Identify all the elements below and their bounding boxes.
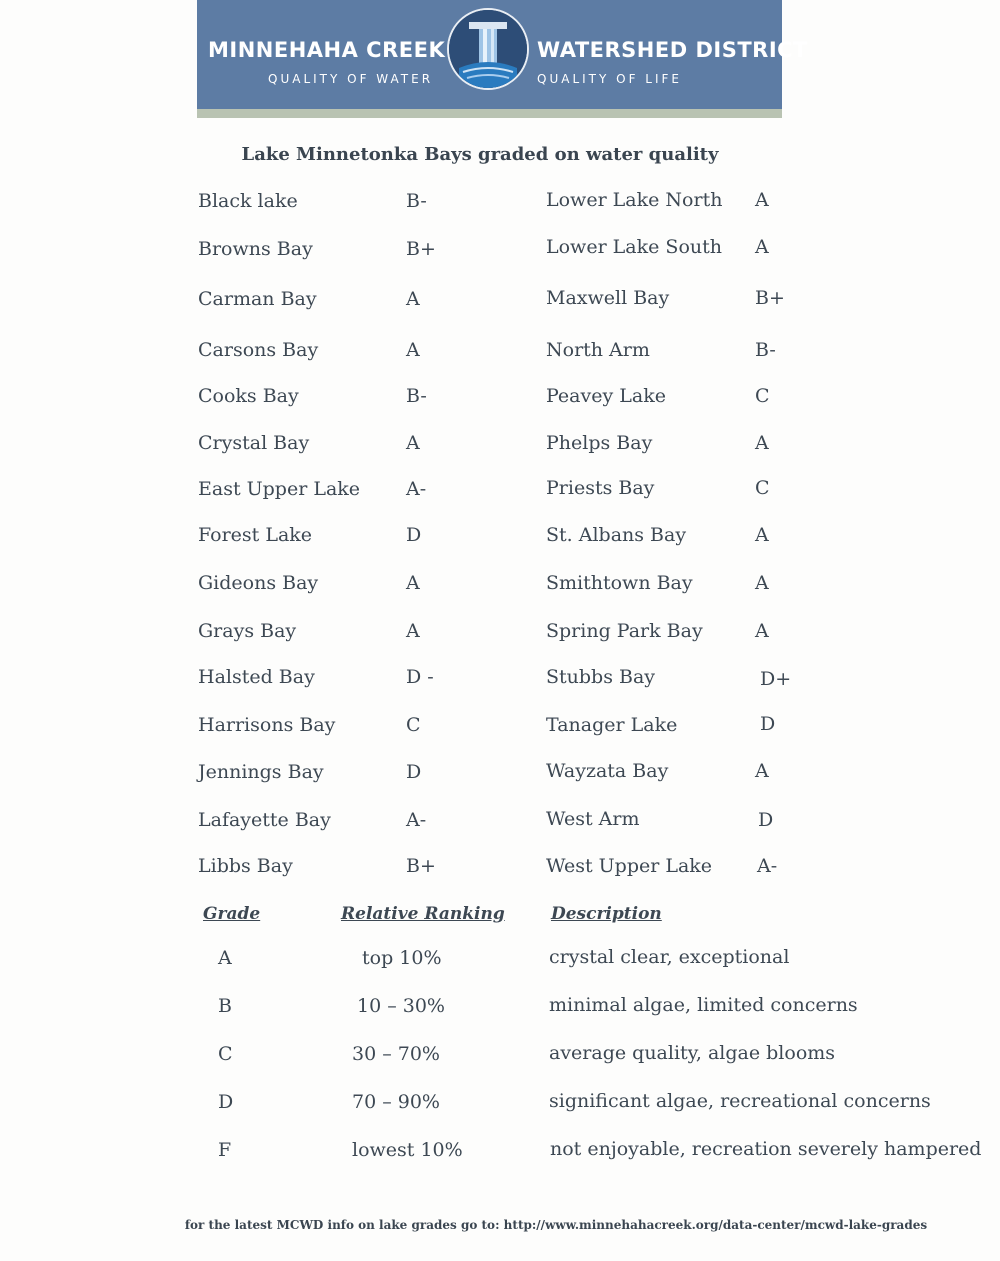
bay-name: Crystal Bay — [198, 432, 310, 454]
bay-name: Jennings Bay — [198, 761, 324, 783]
bay-name: Gideons Bay — [198, 572, 319, 594]
bay-grade: A- — [406, 478, 427, 500]
bay-grade: A — [755, 432, 769, 454]
bay-name: Stubbs Bay — [546, 666, 656, 688]
legend-grade: A — [218, 947, 232, 969]
legend-header-description: Description — [551, 904, 662, 924]
bay-grade: C — [406, 714, 421, 736]
bay-grade: B- — [755, 339, 776, 361]
bay-name: Phelps Bay — [546, 432, 653, 454]
bay-grade: B- — [406, 190, 427, 212]
bay-grade: A — [406, 572, 420, 594]
bay-name: Lower Lake North — [546, 189, 723, 211]
legend-description: average quality, algae blooms — [549, 1042, 836, 1064]
legend-ranking: top 10% — [362, 947, 442, 969]
bay-name: St. Albans Bay — [546, 524, 687, 546]
legend-description: crystal clear, exceptional — [549, 946, 790, 968]
bay-grade: B+ — [406, 855, 436, 877]
org-name-right: WATERSHED DISTRICT — [537, 38, 808, 62]
bay-name: Grays Bay — [198, 620, 297, 642]
bay-name: Spring Park Bay — [546, 620, 703, 642]
bay-grade: A — [755, 524, 769, 546]
legend-grade: C — [218, 1043, 233, 1065]
bay-grade: A- — [757, 855, 778, 877]
bay-name: Browns Bay — [198, 238, 313, 260]
bay-grade: A — [406, 339, 420, 361]
bay-grade: D — [760, 713, 776, 735]
legend-grade: B — [218, 995, 232, 1017]
header-stripe — [197, 109, 782, 118]
bay-grade: B+ — [755, 287, 785, 309]
bay-grade: B+ — [406, 238, 436, 260]
bay-grade: D — [406, 524, 422, 546]
legend-description: significant algae, recreational concerns — [549, 1090, 931, 1112]
bay-name: West Arm — [546, 808, 640, 830]
bay-name: Maxwell Bay — [546, 287, 670, 309]
bay-name: Carsons Bay — [198, 339, 319, 361]
legend-ranking: 30 – 70% — [352, 1043, 440, 1065]
bay-grade: C — [755, 385, 770, 407]
bay-grade: A — [755, 236, 769, 258]
legend-grade: F — [218, 1139, 232, 1161]
bay-name: Halsted Bay — [198, 666, 315, 688]
tagline-left: QUALITY OF WATER — [268, 72, 434, 86]
bay-grade: A- — [406, 809, 427, 831]
bay-name: East Upper Lake — [198, 478, 361, 500]
bay-grade: A — [406, 432, 420, 454]
bay-grade: D — [406, 761, 422, 783]
bay-grade: A — [755, 760, 769, 782]
footer-note: for the latest MCWD info on lake grades go to: http://www.minnehahacreek.org/data-center/mcwd-lake-grades — [184, 1218, 928, 1232]
legend-ranking: 10 – 30% — [357, 995, 445, 1017]
org-name-left: MINNEHAHA CREEK — [208, 38, 446, 62]
bay-name: Lower Lake South — [546, 236, 722, 258]
bay-grade: A — [406, 620, 420, 642]
bay-name: North Arm — [546, 339, 650, 361]
waterfall-logo-icon — [447, 8, 529, 90]
bay-grade: D — [758, 809, 774, 831]
legend-grade: D — [218, 1091, 234, 1113]
bay-name: Lafayette Bay — [198, 809, 331, 831]
bay-name: Tanager Lake — [546, 714, 678, 736]
bay-grade: C — [755, 477, 770, 499]
bay-name: Wayzata Bay — [546, 760, 669, 782]
bay-grade: D+ — [760, 668, 792, 690]
bay-name: Peavey Lake — [546, 385, 666, 407]
bay-grade: B- — [406, 385, 427, 407]
bay-name: Harrisons Bay — [198, 714, 336, 736]
legend-ranking: 70 – 90% — [352, 1091, 440, 1113]
legend-ranking: lowest 10% — [352, 1139, 463, 1161]
bay-grade: D - — [406, 666, 434, 688]
legend-header-ranking: Relative Ranking — [341, 904, 505, 924]
bay-name: Black lake — [198, 190, 298, 212]
tagline-right: QUALITY OF LIFE — [537, 72, 683, 86]
bay-name: Libbs Bay — [198, 855, 293, 877]
bay-name: Priests Bay — [546, 477, 655, 499]
bay-name: Cooks Bay — [198, 385, 299, 407]
legend-description: not enjoyable, recreation severely hampered — [550, 1138, 982, 1160]
bay-grade: A — [755, 189, 769, 211]
bay-grade: A — [755, 572, 769, 594]
bay-grade: A — [406, 288, 420, 310]
legend-header-grade: Grade — [203, 904, 261, 924]
bay-grade: A — [755, 620, 769, 642]
bay-name: West Upper Lake — [546, 855, 713, 877]
legend-description: minimal algae, limited concerns — [549, 994, 858, 1016]
bay-name: Smithtown Bay — [546, 572, 693, 594]
bay-name: Carman Bay — [198, 288, 317, 310]
page-title: Lake Minnetonka Bays graded on water quality — [241, 144, 719, 165]
bay-name: Forest Lake — [198, 524, 313, 546]
